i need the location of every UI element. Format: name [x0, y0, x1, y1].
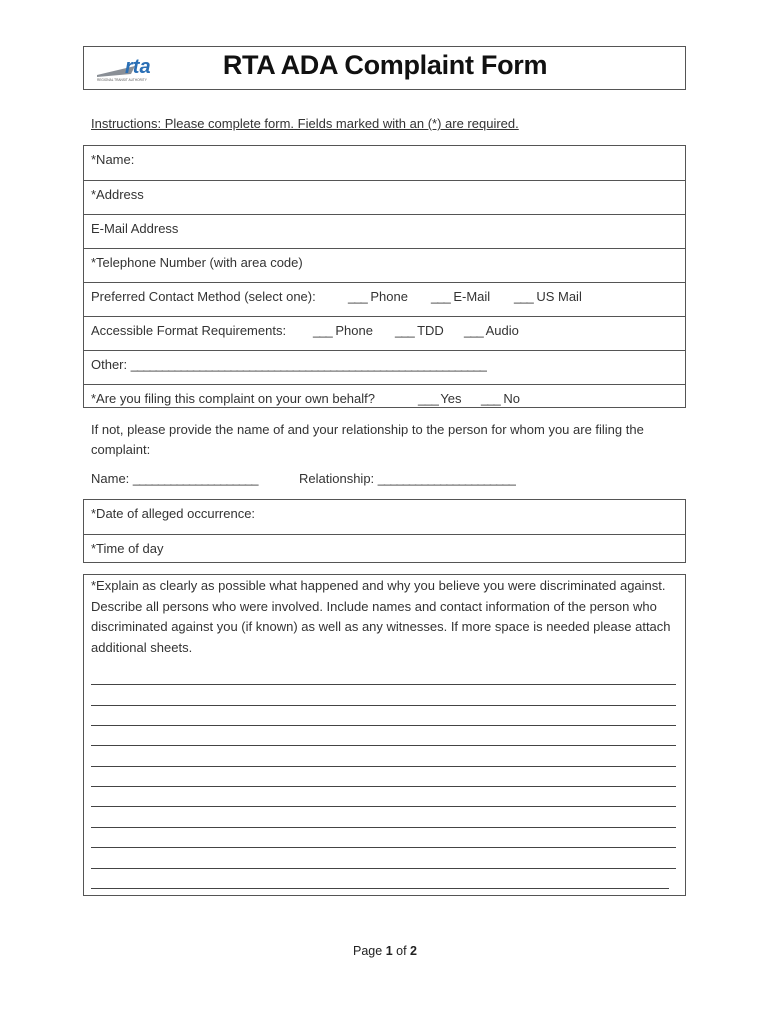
contact-info-table	[83, 145, 686, 408]
preferred-contact-row	[84, 282, 685, 316]
logo-tagline: REGIONAL TRANSIT AUTHORITY	[97, 78, 147, 82]
explain-instructions: *Explain as clearly as possible what happened and why you believe you were discriminated against. Describe all persons who were involved. Include names and contact information of the person who discriminated against you (if known) as well as any witnesses. If more space is needed please attach additional sheets.	[91, 578, 671, 655]
writing-line[interactable]	[91, 806, 676, 807]
email-field[interactable]: E-Mail Address	[84, 214, 685, 248]
writing-line[interactable]	[91, 766, 676, 767]
own-behalf-no-option[interactable]: ___ No	[481, 391, 520, 406]
third-party-instructions: If not, please provide the name of and your relationship to the person for whom you are filing the complaint:	[91, 422, 644, 457]
rta-logo	[95, 53, 170, 83]
telephone-field[interactable]: *Telephone Number (with area code)	[84, 248, 685, 282]
other-blank: _________________________________________________________	[130, 357, 486, 372]
name-field[interactable]: *Name:	[91, 152, 135, 167]
writing-line[interactable]	[91, 868, 676, 869]
writing-line[interactable]	[91, 786, 676, 787]
address-field[interactable]: *Address	[84, 180, 685, 214]
accessible-audio-option[interactable]: ___ Audio	[464, 323, 519, 338]
accessible-format-row	[84, 316, 685, 350]
writing-line[interactable]	[91, 725, 676, 726]
own-behalf-row	[84, 384, 685, 418]
instructions: Instructions: Please complete form. Fields marked with an (*) are required.	[91, 116, 519, 131]
accessible-phone-option[interactable]: ___ Phone	[313, 323, 373, 338]
own-behalf-yes-option[interactable]: _ _ _ Yes	[418, 391, 462, 406]
third-party-name-field[interactable]: Name: ____________________	[91, 471, 258, 486]
writing-line[interactable]	[91, 705, 676, 706]
occurrence-time-field[interactable]: *Time of day	[84, 534, 685, 564]
page-number: Page 1 of 2	[353, 944, 417, 958]
preferred-usmail-option[interactable]: ___ US Mail	[514, 289, 582, 304]
preferred-phone-option[interactable]: ___ Phone	[348, 289, 408, 304]
other-field[interactable]: Other: _________________________________________________________	[84, 350, 685, 384]
writing-line[interactable]	[91, 827, 676, 828]
preferred-email-option[interactable]: ___ E-Mail	[431, 289, 491, 304]
preferred-contact-label: Preferred Contact Method (select one):	[91, 289, 316, 304]
page-title: RTA ADA Complaint Form	[222, 50, 548, 80]
accessible-tdd-option[interactable]: ___ TDD	[395, 323, 444, 338]
occurrence-date-field[interactable]: *Date of alleged occurrence:	[91, 506, 256, 521]
writing-line[interactable]	[91, 684, 676, 685]
writing-line[interactable]	[91, 745, 676, 746]
writing-line[interactable]	[91, 888, 669, 889]
logo-text: rta	[125, 56, 151, 78]
own-behalf-label: *Are you filing this complaint on your own behalf?	[91, 391, 375, 406]
accessible-format-label: Accessible Format Requirements:	[91, 323, 287, 338]
third-party-relationship-field[interactable]: Relationship: ______________________	[299, 471, 515, 486]
occurrence-table	[83, 499, 686, 563]
writing-line[interactable]	[91, 847, 676, 848]
